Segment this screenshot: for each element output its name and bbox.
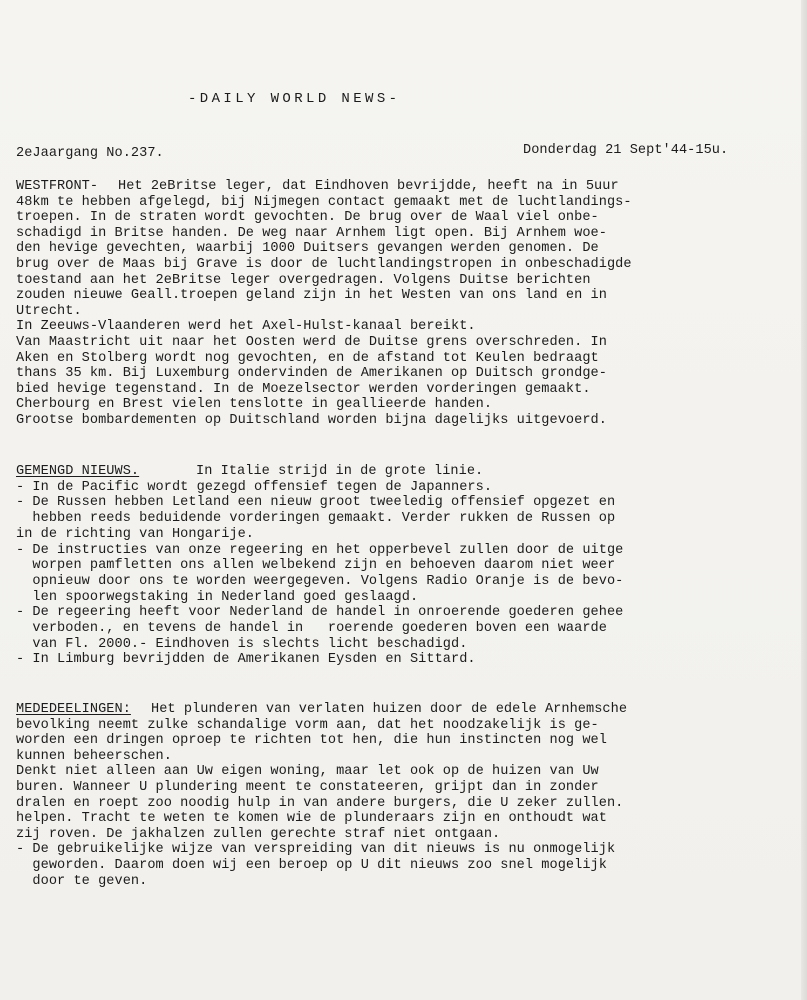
mededeelingen-line: dralen en roept zoo noodig hulp in van andere burgers, die U zeker zullen.: [16, 795, 624, 811]
gemengd-line: verboden., en tevens de handel in roerende goederen boven een waarde: [16, 621, 607, 636]
mededeelingen-line: zij roven. De jakhalzen zullen gerechte straf niet ontgaan.: [16, 826, 501, 842]
westfront-line: zouden nieuwe Geall.troepen geland zijn in het Westen van ons land en in: [16, 288, 607, 304]
westfront-line: In Zeeuws-Vlaanderen werd het Axel-Hulst-kanaal bereikt.: [16, 319, 476, 335]
paper-edge: [801, 0, 807, 1000]
mededeelingen-line: geworden. Daarom doen wij een beroep op U dit nieuws zoo snel mogelijk: [16, 858, 607, 873]
gemengd-line: - In Limburg bevrijdden de Amerikanen Eysden en Sittard.: [16, 652, 476, 668]
gemengd-line: in de richting van Hongarije.: [16, 526, 255, 542]
mededeelingen-line: buren. Wanneer U plundering meent te constateeren, grijpt dan in zonder: [16, 780, 599, 795]
mededeelingen-line: helpen. Tracht te weten te komen wie de plunderaars zijn en onthoudt wat: [16, 811, 607, 827]
gemengd-line: In Italie strijd in de grote linie.: [196, 464, 484, 479]
mededeelingen-line: bevolking neemt zulke schandalige vorm aan, dat het noodzakelijk is ge-: [16, 717, 599, 733]
westfront-line: 48km te hebben afgelegd, bij Nijmegen contact gemaakt met de luchtlandings-: [16, 194, 632, 210]
gemengd-line: - De instructies van onze regeering en het opperbevel zullen door de uitge: [16, 542, 624, 558]
gemengd-line: worpen pamfletten ons allen welbekend zijn en behoeven daarom niet weer: [16, 558, 616, 574]
westfront-line: den hevige gevechten, waarbij 1000 Duitsers gevangen werden genomen. De: [16, 241, 599, 257]
westfront-line: bied hevige tegenstand. In de Moezelsector werden vorderingen gemaakt.: [16, 381, 591, 397]
westfront-line: toestand aan het 2eBritse leger overgedragen. Volgens Duitse berichten: [16, 272, 591, 288]
westfront-line: Het 2eBritse leger, dat Eindhoven bevrijdde, heeft na in 5uur: [118, 179, 619, 194]
issue-date: Donderdag 21 Sept'44-15u.: [523, 143, 729, 158]
gemengd-line: hebben reeds beduidende vorderingen gemaakt. Verder rukken de Russen op: [16, 511, 616, 527]
issue-number: 2eJaargang No.237.: [16, 146, 164, 161]
mededeelingen-line: worden een dringen oproep te richten tot hen, die hun instincten nog wel: [16, 733, 607, 749]
mededeelingen-line: Denkt niet alleen aan Uw eigen woning, maar let ook op de huizen van Uw: [16, 764, 599, 780]
westfront-line: schadigd in Britse handen. De weg naar Arnhem ligt open. Bij Arnhem woe-: [16, 225, 607, 241]
gemengd-line: van Fl. 2000.- Eindhoven is slechts licht beschadigd.: [16, 636, 468, 652]
gemengd-line: - De Russen hebben Letland een nieuw groot tweeledig offensief opgezet en: [16, 495, 616, 511]
gemengd-line: - In de Pacific wordt gezegd offensief tegen de Japanners.: [16, 479, 493, 495]
mededeelingen-line: Het plunderen van verlaten huizen door de edele Arnhemsche: [151, 702, 628, 717]
gemengd-line: len spoorwegstaking in Nederland goed geslaagd.: [16, 589, 419, 605]
westfront-line: Grootse bombardementen op Duitschland worden bijna dagelijks uitgevoerd.: [16, 413, 607, 428]
westfront-line: Aken en Stolberg wordt nog gevochten, en de afstand tot Keulen bedraagt: [16, 350, 599, 366]
westfront-line: Van Maastricht uit naar het Oosten werd de Duitse grens overschreden. In: [16, 335, 607, 350]
mededeelingen-line: kunnen beheerschen.: [16, 748, 172, 764]
westfront-line: brug over de Maas bij Grave is door de luchtlandingstropen in onbeschadigde: [16, 257, 632, 272]
gemengd-line: - De regeering heeft voor Nederland de handel in onroerende goederen gehee: [16, 605, 624, 621]
westfront-line: thans 35 km. Bij Luxemburg ondervinden de Amerikanen op Duitsch grondge-: [16, 366, 607, 382]
westfront-line: troepen. In de straten wordt gevochten. De brug over de Waal viel onbe-: [16, 210, 599, 226]
mededeelingen-line: - De gebruikelijke wijze van verspreiding van dit nieuws is nu onmogelijk: [16, 842, 616, 858]
mededeelingen-line: door te geven.: [16, 873, 148, 889]
masthead-title: -DAILY WORLD NEWS-: [188, 91, 401, 107]
mededeelingen-heading: MEDEDEELINGEN:: [16, 702, 131, 717]
westfront-line: Utrecht.: [16, 303, 82, 319]
gemengd-heading: GEMENGD NIEUWS.: [16, 464, 140, 479]
westfront-line: Cherbourg en Brest vielen tenslotte in geallieerde handen.: [16, 397, 493, 413]
westfront-heading: WESTFRONT-: [16, 179, 99, 194]
gemengd-line: opnieuw door ons te worden weergegeven. Volgens Radio Oranje is de bevo-: [16, 573, 624, 589]
